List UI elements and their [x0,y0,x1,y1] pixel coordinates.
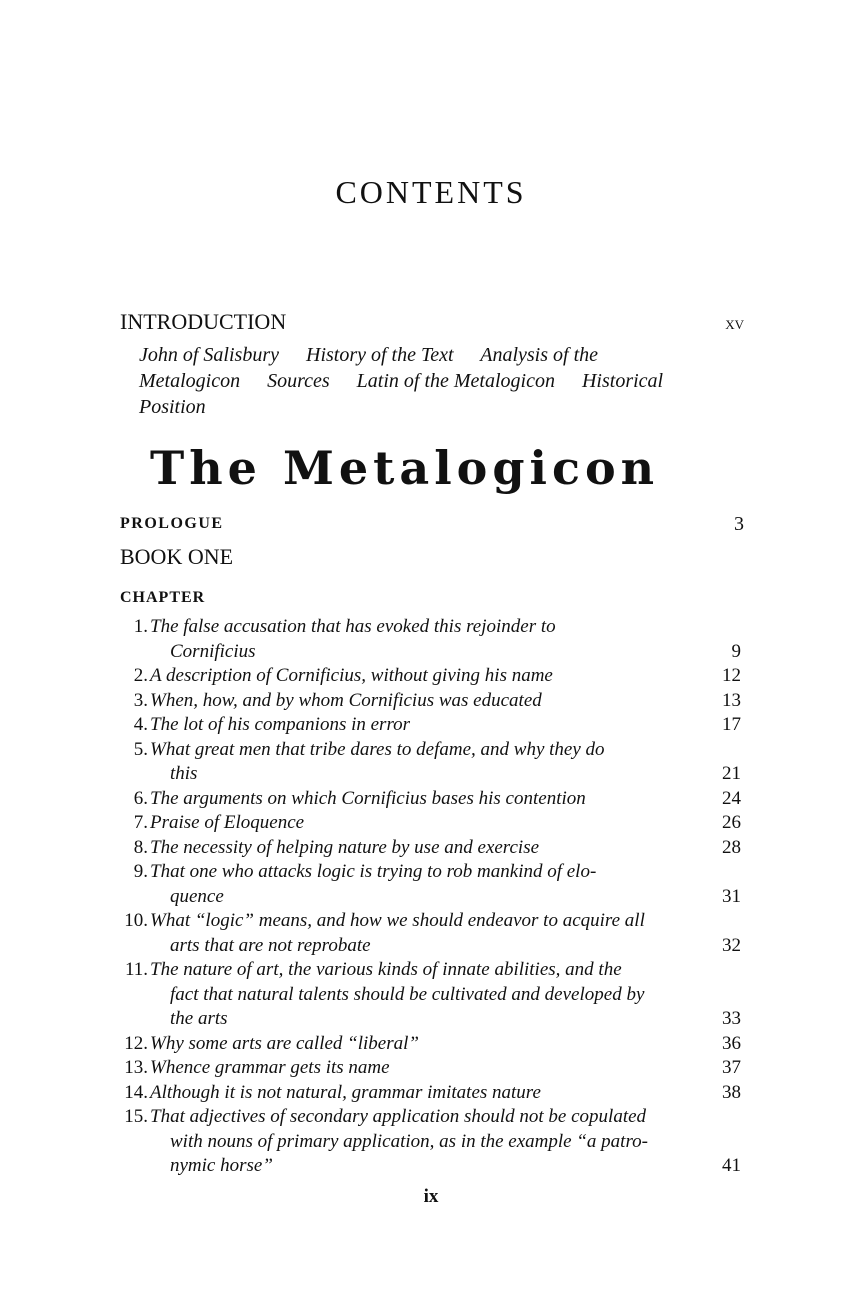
chapter-title-line: with nouns of primary application, as in the example “a patro- [170,1130,648,1152]
chapter-page-number: 28 [722,836,741,858]
toc-entry [0,836,862,861]
chapter-title-line: fact that natural talents should be cultivated and developed by [170,983,645,1005]
toc-entry [0,1032,862,1057]
chapter-title [150,713,705,738]
prologue-label: PROLOGUE [120,515,224,532]
chapter-number: 15. [124,1106,148,1127]
chapter-number: 10. [124,910,148,931]
chapter-title-line: arts that are not reprobate [170,934,371,956]
chapter-title [150,811,705,836]
chapter-number: 3. [133,689,148,711]
toc-entry [0,1081,862,1106]
chapter-title-line: The nature of art, the various kinds of innate abilities, and the [150,959,622,980]
chapter-number: 5. [133,738,148,760]
intro-topic: Sources [267,370,330,392]
chapter-title [150,738,705,787]
chapter-title [150,1081,705,1106]
chapter-number: 7. [133,812,148,833]
introduction-page-number: xv [725,313,744,334]
chapter-title-line: Praise of Eloquence [150,812,305,833]
chapter-title-line: The false accusation that has evoked this rejoinder to [150,616,556,637]
toc-entry [0,689,862,714]
chapter-title-line: That one who attacks logic is trying to rob mankind of elo- [150,861,597,882]
toc-entry [0,787,862,812]
chapter-number: 2. [133,665,148,686]
chapter-title [150,1032,705,1057]
chapter-page-number: 38 [722,1081,741,1103]
chapter-list [0,615,862,1179]
chapter-title [150,787,705,812]
chapter-title-line: When, how, and by whom Cornificius was educated [150,689,542,711]
introduction-heading: INTRODUCTION [120,309,287,334]
chapter-number: 14. [124,1081,148,1103]
chapter-title-line: Cornificius [170,640,256,662]
chapter-title-line: Why some arts are called “liberal” [150,1032,419,1054]
chapter-number: 8. [133,836,148,858]
chapter-title-line: this [170,763,198,784]
chapter-title-line: A description of Cornificius, without giving his name [150,665,553,686]
chapter-page-number: 32 [722,934,741,956]
chapter-page-number: 24 [722,787,741,809]
work-title: The Metalogicon [150,441,660,495]
chapter-title [150,836,705,861]
chapter-page-number: 9 [731,640,741,662]
toc-entry [0,738,862,787]
chapter-page-number: 41 [722,1155,741,1176]
toc-entry [0,860,862,909]
toc-entry [0,958,862,1032]
chapter-title [150,1056,705,1081]
toc-entry [0,615,862,664]
chapter-title-line: The necessity of helping nature by use and exercise [150,836,540,858]
page-folio: ix [423,1186,439,1207]
chapter-title [150,909,705,958]
chapter-page-number: 36 [722,1032,741,1054]
prologue-page-number: 3 [734,513,744,535]
chapter-page-number: 33 [722,1008,741,1029]
chapter-number: 6. [133,787,148,809]
chapter-title [150,615,705,664]
toc-entry [0,713,862,738]
chapter-title-line: What great men that tribe dares to defame, and why they do [150,738,605,760]
chapter-page-number: 13 [722,689,741,711]
chapter-number: 12. [124,1032,148,1054]
chapter-label: CHAPTER [120,589,206,606]
page-title: CONTENTS [335,174,527,210]
chapter-title-line: The arguments on which Cornificius bases his contention [150,787,586,809]
intro-topic: Historical Position [139,370,664,418]
toc-entry [0,664,862,689]
book-heading: BOOK ONE [120,544,234,569]
chapter-page-number: 37 [722,1057,741,1078]
toc-entry [0,811,862,836]
chapter-title-line: Although it is not natural, grammar imitates nature [150,1081,541,1103]
chapter-title-line: What “logic” means, and how we should endeavor to acquire all [150,910,645,931]
chapter-number: 13. [124,1057,148,1078]
chapter-title [150,689,705,714]
chapter-title [150,958,705,1032]
chapter-title [150,664,705,689]
intro-topic: John of Salisbury [139,344,279,366]
chapter-number: 1. [133,616,148,637]
chapter-page-number: 31 [722,885,741,907]
chapter-number: 11. [124,959,148,980]
chapter-title [150,860,705,909]
chapter-title-line: That adjectives of secondary application should not be copulated [150,1106,647,1127]
chapter-title-line: nymic horse” [170,1155,273,1176]
intro-topic: History of the Text [306,344,454,366]
chapter-title [150,1105,705,1179]
chapter-page-number: 21 [722,763,741,784]
chapter-page-number: 12 [722,665,741,686]
chapter-page-number: 17 [722,714,741,735]
intro-topic: Analysis of the Metalogicon [139,344,598,392]
chapter-title-line: the arts [170,1008,228,1029]
chapter-number: 4. [133,714,148,735]
introduction-topics [139,342,699,420]
toc-entry [0,909,862,958]
intro-topic: Latin of the Metalogicon [356,370,555,392]
chapter-page-number: 26 [722,812,741,833]
chapter-title-line: quence [170,885,224,907]
toc-entry [0,1056,862,1081]
chapter-title-line: Whence grammar gets its name [150,1057,390,1078]
chapter-title-line: The lot of his companions in error [150,714,411,735]
toc-entry [0,1105,862,1179]
chapter-number: 9. [133,861,148,882]
